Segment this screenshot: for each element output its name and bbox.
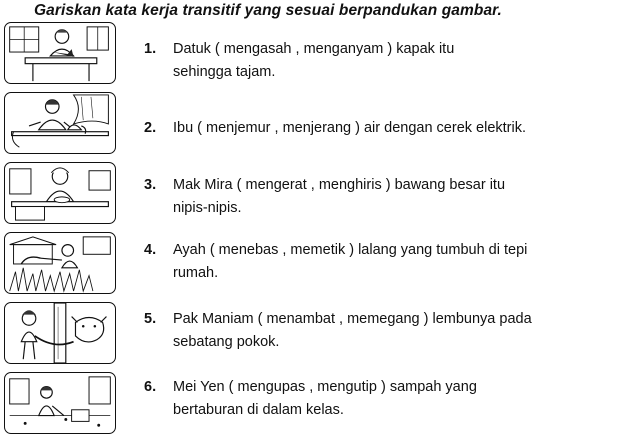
- question-text-line-1: Mak Mira ( mengerat , menghiris ) bawang besar itu: [173, 177, 506, 193]
- question-number: 1.: [144, 41, 157, 57]
- question-text-line-2: sehingga tajam.: [173, 64, 276, 80]
- question-text-line-2: bertaburan di dalam kelas.: [173, 402, 344, 418]
- question-text-line-1: Ayah ( menebas , memetik ) lalang yang tumbuh di tepi: [173, 242, 528, 258]
- man-tying-cow-illustration: [4, 302, 116, 364]
- question-number: 4.: [144, 242, 157, 258]
- woman-slicing-onion-illustration: [4, 162, 116, 224]
- question-number: 2.: [144, 120, 157, 136]
- question-text-line-2: rumah.: [173, 265, 219, 281]
- mother-electric-kettle-illustration: [4, 92, 116, 154]
- question-text-line-1: Datuk ( mengasah , menganyam ) kapak itu: [173, 41, 455, 57]
- grandfather-sharpening-axe-illustration: [4, 22, 116, 84]
- question-text-line-2: sebatang pokok.: [173, 334, 280, 350]
- question-number: 5.: [144, 311, 157, 327]
- worksheet-title: Gariskan kata kerja transitif yang sesuai berpandukan gambar.: [34, 2, 502, 19]
- question-number: 3.: [144, 177, 157, 193]
- question-text-line-1: Ibu ( menjemur , menjerang ) air dengan cerek elektrik.: [173, 120, 526, 136]
- question-number: 6.: [144, 379, 157, 395]
- question-text-line-2: nipis-nipis.: [173, 200, 242, 216]
- girl-picking-rubbish-illustration: [4, 372, 116, 434]
- question-text-line-1: Mei Yen ( mengupas , mengutip ) sampah yang: [173, 379, 477, 395]
- father-cutting-grass-illustration: [4, 232, 116, 294]
- question-text-line-1: Pak Maniam ( menambat , memegang ) lembunya pada: [173, 311, 532, 327]
